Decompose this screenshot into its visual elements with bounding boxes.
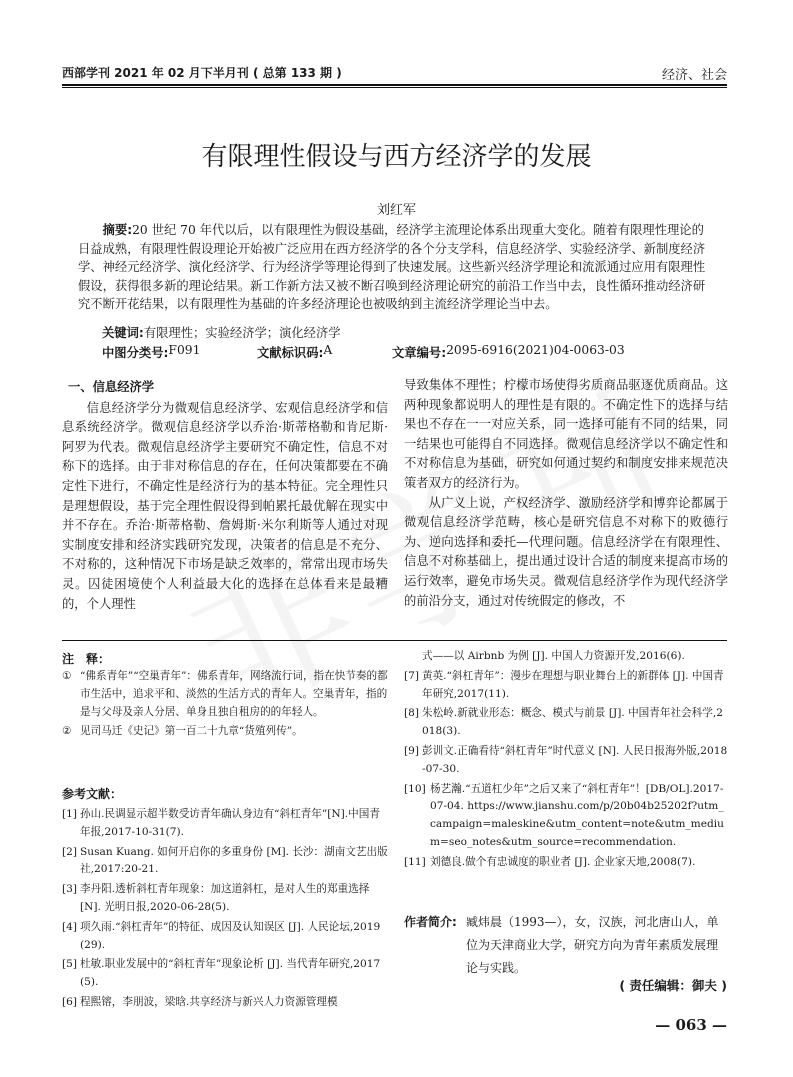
body-right-column <box>404 376 728 611</box>
body-paragraph: 信息经济学分为微观信息经济学、宏观信息经济学和信息系统经济学。微观信息经济学以乔治·斯蒂格勒和肯尼斯·阿罗为代表。微观信息经济学主要研究不确定性，信息不对称下的选择。由于非对称信息的存在，任何决策都要在不确定性下进行，不确定性是经济行为的基本特征。完全理性只是理想假设，基于完全理性假设得到帕累托最优解在现实中并不存在。乔治·斯蒂格勒、詹姆斯·米尔利斯等人通过对现实制度安排和经济实践研究发现，决策者的信息是不充分、不对称的，这种情况下市场是缺乏效率的，常常出现市场失灵。囚徒困境使个人利益最大化的选择在总体看来是最糟的，个人理性 <box>62 400 388 611</box>
reference-item: [11] 刘德良.做个有忠诚度的职业者 [J]. 企业家天地,2008(7). <box>404 855 696 868</box>
section-header: 经济、社会 <box>661 68 727 83</box>
note-item: ② 见司马迁《史记》第一百二十九章“货殖列传”。 <box>62 725 303 738</box>
bio-label: 作者简介: <box>404 915 457 929</box>
reference-item: 式——以 Airbnb 为例 [J]. 中国人力资源开发,2016(6). <box>422 650 685 662</box>
bio-text: 臧炜晨（1993—），女，汉族，河北唐山人，单位为天津商业大学，研究方向为青年素质发展理论与实践。 <box>466 915 719 975</box>
note-item: ① “佛系青年”“空巢青年”：佛系青年，网络流行词，指在快节奏的都市生活中，追求平和、淡然的生活方式的青年人。空巢青年，指的是与父母及亲人分居、单身且独自租房的的年轻人。 <box>62 670 388 718</box>
references-left <box>62 806 388 1014</box>
clc-value: F091 <box>168 343 201 357</box>
body-paragraph: 从广义上说，产权经济学、激励经济学和博弈论都属于微观信息经济学范畴，核心是研究信息不对称下的败德行为、逆向选择和委托—代理问题。信息经济学在有限理性、信息不对称基础上，提出通过设计合适的制度来提高市场的运行效率，避免市场失灵。微观信息经济学作为现代经济学的前沿分支，通过对传统假定的修改，不 <box>404 495 728 608</box>
reference-item: [7] 黄英.“斜杠青年”：漫步在理想与职业舞台上的新群体 [J]. 中国青年研究,2017(11). <box>404 669 724 700</box>
responsible-editor: ( 责任编辑：御夫 ) <box>619 978 727 993</box>
abstract-label: 摘要: <box>102 223 133 237</box>
keywords-text: 有限理性；实验经济学；演化经济学 <box>143 326 341 340</box>
reference-item: [2] Susan Kuang. 如何开启你的多重身份 [M]. 长沙：湖南文艺出版社,2017:20-21. <box>62 845 388 876</box>
reference-item: [8] 朱松岭.新就业形态：概念、模式与前景 [J]. 中国青年社会科学,2018(3). <box>404 707 723 738</box>
article-number-value: 2095-6916(2021)04-0063-03 <box>446 343 625 357</box>
clc-label: 中图分类号: <box>102 346 169 360</box>
article-number-label: 文章编号: <box>392 346 447 360</box>
doc-code-value: A <box>323 343 333 357</box>
reference-item: [3] 李丹阳.透析斜杠青年现象：加这道斜杠，是对人生的郑重选择 [N]. 光明日报,2020-06-28(5). <box>62 883 370 913</box>
references-heading: 参考文献： <box>62 787 123 801</box>
body-paragraph: 导致集体不理性；柠檬市场使得劣质商品驱逐优质商品。这两种现象都说明人的理性是有限的。不确定性下的选择与结果也不存在一一对应关系，同一选择可能有不同的结果，同一结果也可能得自不同选择。微观信息经济学以不确定性和不对称信息为基础，研究如何通过契约和制度安排来规范决策者双方的经济行为。 <box>404 378 728 490</box>
page-number: — 063 — <box>655 1016 727 1034</box>
reference-item: [1] 孙山.民调显示超半数受访青年确认身边有“斜杠青年”[N].中国青年报,2017-10-31(7). <box>62 808 380 838</box>
notes-list <box>62 668 388 743</box>
references-right <box>404 648 728 874</box>
author-name: 刘红军 <box>376 203 416 218</box>
keywords <box>102 323 341 341</box>
author-bio <box>404 911 728 980</box>
reference-item: [6] 程熙镕，李朋波，梁晗.共享经济与新兴人力资源管理模 <box>62 995 338 1008</box>
section-heading: 一、信息经济学 <box>68 380 155 394</box>
reference-item: [4] 项久雨.“斜杠青年”的特征、成因及认知误区 [J]. 人民论坛,2019(29). <box>62 920 381 951</box>
notes-heading: 注 释： <box>62 652 111 666</box>
header-rule <box>62 84 727 86</box>
header-rule-thin <box>62 87 727 88</box>
reference-item: [10] 杨艺瀚.“五道杠少年”之后又来了“斜杠青年”！[DB/OL].2017-07-04. https://www.jianshu.com/p/20b04b25202f?utm_campaign=maleskine&utm_content=note&utm_medium=seo_notes&utm_source=recommendation. <box>404 782 724 848</box>
doc-code-label: 文献标识码: <box>257 346 324 360</box>
abstract <box>78 221 709 314</box>
keywords-label: 关键词: <box>102 326 144 340</box>
journal-header: 西部学刊 2021 年 02 月下半月刊 ( 总第 133 期 ) <box>62 66 342 80</box>
abstract-text: 20 世纪 70 年代以后，以有限理性为假设基础，经济学主流理论体系出现重大变化。随着有限理性理论的日益成熟，有限理性假设理论开始被广泛应用在西方经济学的各个分支学科，信息经济学、实验经济学、新制度经济学、神经元经济学、演化经济学、行为经济学等理论得到了快速发展。这些新兴经济学理论和流派通过应用有限理性假设，获得很多新的理论结果。新工作新方法又被不断召唤到经济理论研究的前沿工作当中去，良性循环推动经济研究不断开花结果，以有限理性为基础的许多经济理论也被吸纳到主流经济学理论当中去。 <box>78 223 706 312</box>
article-title: 有限理性假设与西方经济学的发展 <box>201 142 592 172</box>
body-left-column <box>62 378 388 614</box>
reference-item: [9] 彭训文.正确看待“斜杠青年”时代意义 [N]. 人民日报海外版,2018-07-30. <box>404 744 728 775</box>
reference-item: [5] 杜敏.职业发展中的“斜杠青年”现象论析 [J]. 当代青年研究,2017(5). <box>62 958 381 989</box>
notes-rule <box>62 640 727 641</box>
